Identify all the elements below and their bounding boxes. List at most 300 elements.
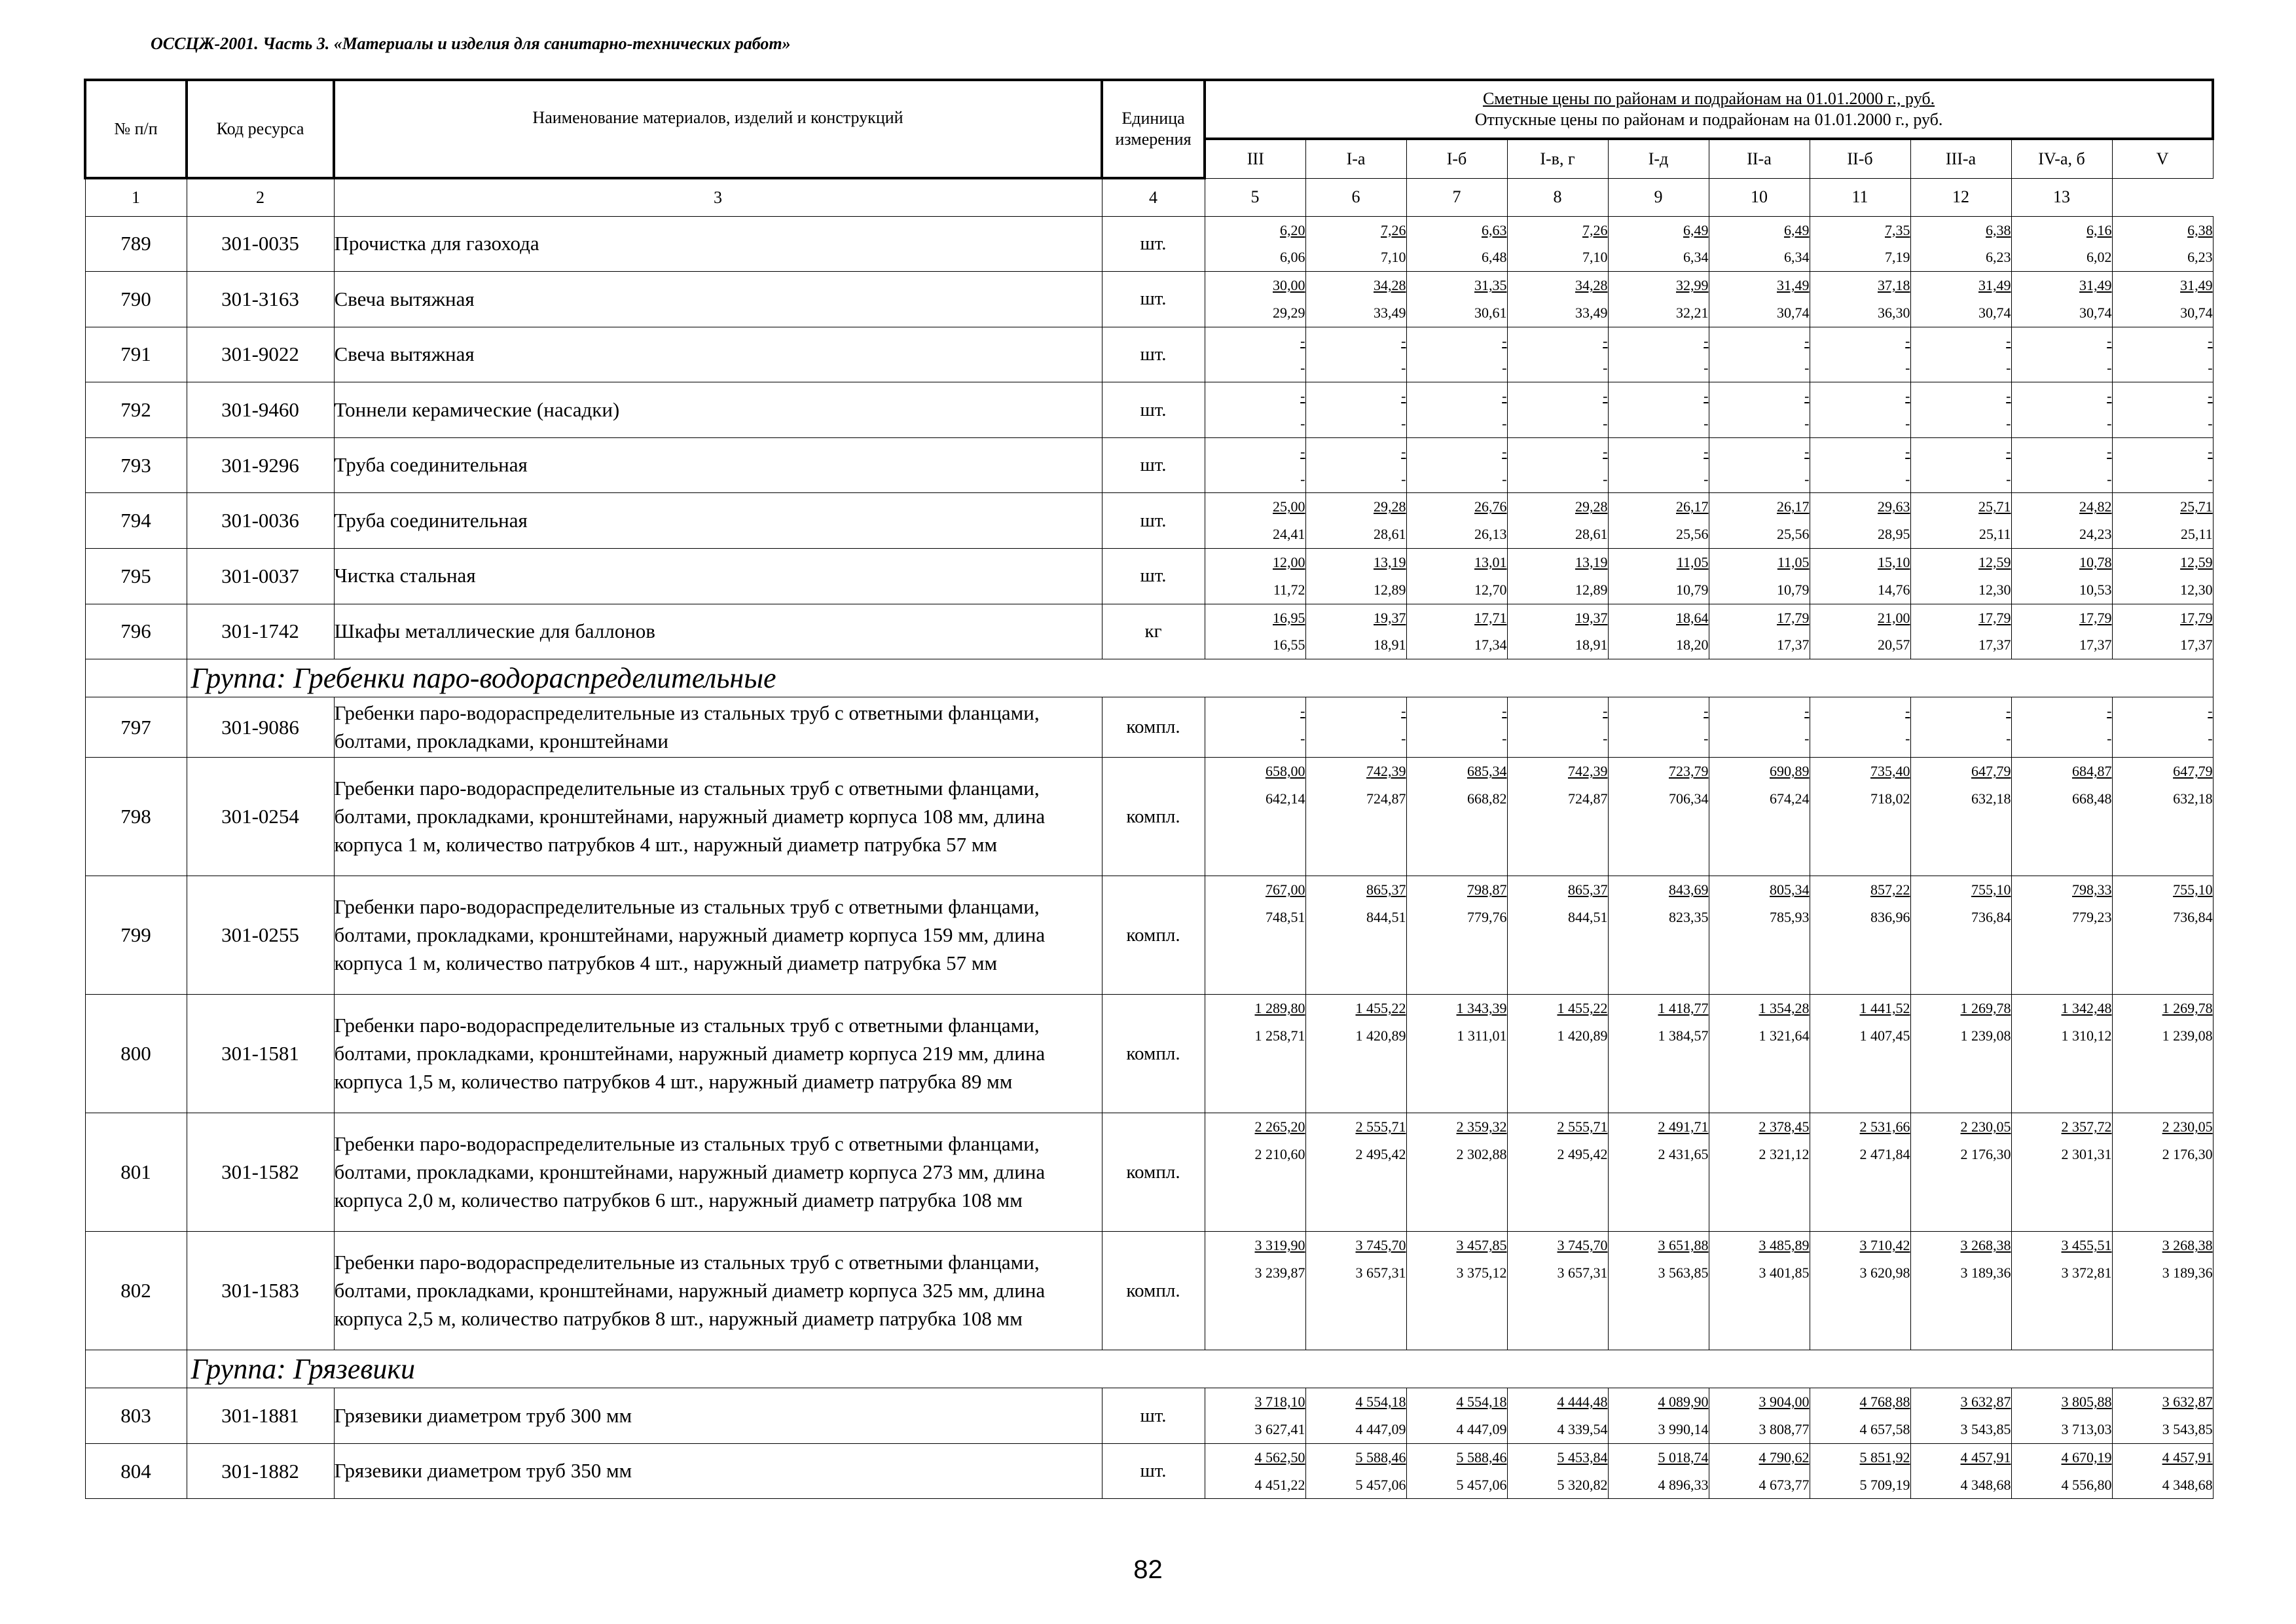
estimate-price: 767,00 [1266,881,1305,898]
price-cell [1608,1388,1709,1444]
price-cell [1709,1113,1810,1232]
release-price: - [2006,360,2011,377]
resource-code: 301-1582 [187,1113,334,1232]
group-title: Группа: Грязевики [187,1350,2213,1388]
unit-of-measure: компл. [1102,876,1205,995]
price-cell [1910,437,2011,493]
price-cell [2112,272,2213,327]
region-header: I-а [1305,139,1406,178]
price-cell [1305,382,1406,438]
unit-of-measure: компл. [1102,995,1205,1113]
price-cell [1910,216,2011,272]
estimate-price: 1 354,28 [1758,1000,1810,1017]
price-cell [2011,1443,2112,1499]
resource-code: 301-1742 [187,604,334,659]
release-price: - [1300,360,1305,377]
estimate-price: 13,19 [1374,554,1406,571]
region-header: V [2112,139,2213,178]
material-name: Прочистка для газохода [334,216,1102,272]
release-price: 5 320,82 [1557,1476,1608,1493]
release-price: 5 709,19 [1859,1476,1910,1493]
price-cell [1910,604,2011,659]
row-number: 790 [85,272,187,327]
estimate-price: - [1804,332,1810,349]
price-cell [2011,327,2112,382]
price-cell [1205,327,1305,382]
estimate-price: 4 768,88 [1859,1393,1910,1411]
estimate-price: 17,79 [1978,609,2011,626]
estimate-price: 11,05 [1676,554,1709,571]
release-price: 2 301,31 [2061,1146,2112,1163]
page-number: 82 [1133,1555,1163,1584]
release-price: - [1502,415,1507,432]
price-cell [2011,876,2112,995]
price-cell [2011,493,2112,549]
table-row [85,876,2213,995]
column-index: 6 [1305,178,1406,216]
estimate-price: 3 632,87 [1960,1393,2011,1411]
price-cell [1507,549,1608,604]
estimate-price: 2 531,66 [1859,1118,1910,1135]
row-number: 789 [85,216,187,272]
estimate-price: 30,00 [1273,277,1305,294]
estimate-price: 690,89 [1770,763,1810,780]
estimate-price: 805,34 [1770,881,1810,898]
release-price: 3 543,85 [1960,1421,2011,1438]
group-spacer [85,1350,187,1388]
price-cell [1608,995,1709,1113]
release-price: 3 627,41 [1254,1421,1305,1438]
price-cell [1910,1443,2011,1499]
estimate-price: 7,26 [1582,221,1608,238]
estimate-price: 684,87 [2072,763,2112,780]
price-cell [1507,876,1608,995]
group-row [85,659,2213,697]
estimate-price: 1 455,22 [1557,1000,1608,1017]
release-price: 29,29 [1273,304,1305,321]
release-price: - [1905,730,1910,747]
release-price: 3 239,87 [1254,1264,1305,1282]
price-cell [2112,382,2213,438]
release-price: 4 451,22 [1254,1476,1305,1493]
material-name: Свеча вытяжная [334,272,1102,327]
estimate-price: 4 457,91 [1960,1449,2011,1466]
release-price: 3 657,31 [1355,1264,1406,1282]
release-price: 1 420,89 [1355,1027,1406,1044]
estimate-price: - [1905,388,1910,405]
unit-of-measure: компл. [1102,758,1205,876]
estimate-price: 2 359,32 [1456,1118,1507,1135]
release-price: 3 543,85 [2162,1421,2213,1438]
region-header: I-д [1608,139,1709,178]
release-price: 3 372,81 [2061,1264,2112,1282]
price-cell [1406,697,1507,758]
estimate-price: 6,38 [2187,221,2213,238]
price-title-estimate: Сметные цены по районам и подрайонам на 01.01.2000 г., руб. [1482,88,1935,108]
release-price: - [1704,360,1709,377]
estimate-price: 7,35 [1885,221,1910,238]
estimate-price: 31,49 [2079,277,2112,294]
price-cell [1910,493,2011,549]
release-price: - [1704,730,1709,747]
release-price: 1 239,08 [1960,1027,2011,1044]
release-price: 779,76 [1467,909,1507,926]
price-cell [1205,493,1305,549]
unit-of-measure: шт. [1102,437,1205,493]
row-number: 803 [85,1388,187,1444]
price-cell [2112,697,2213,758]
region-header: II-а [1709,139,1810,178]
region-header: III-а [1910,139,2011,178]
release-price: 1 310,12 [2061,1027,2112,1044]
price-cell [1910,549,2011,604]
unit-of-measure: шт. [1102,272,1205,327]
estimate-price: 5 588,46 [1355,1449,1406,1466]
release-price: 2 210,60 [1254,1146,1305,1163]
price-cell [1810,327,1910,382]
estimate-price: 31,49 [2180,277,2213,294]
release-price: - [1300,470,1305,487]
price-cell [1205,604,1305,659]
estimate-price: 11,05 [1777,554,1810,571]
estimate-price: 26,76 [1474,498,1507,515]
price-cell [2112,995,2213,1113]
table-row [85,382,2213,438]
price-cell [1810,549,1910,604]
release-price: 4 339,54 [1557,1421,1608,1438]
price-cell [1305,758,1406,876]
estimate-price: 647,79 [2173,763,2213,780]
row-number: 792 [85,382,187,438]
release-price: 5 457,06 [1355,1476,1406,1493]
price-cell [2011,1232,2112,1350]
release-price: 33,49 [1374,304,1406,321]
estimate-price: 26,17 [1777,498,1810,515]
price-cell [1709,876,1810,995]
price-cell [1507,758,1608,876]
estimate-price: 4 670,19 [2061,1449,2112,1466]
estimate-price: 12,00 [1273,554,1305,571]
estimate-price: 755,10 [1971,881,2011,898]
release-price: 1 321,64 [1758,1027,1810,1044]
column-index: 8 [1507,178,1608,216]
release-price: 836,96 [1870,909,1910,926]
price-title-release: Отпускные цены по районам и подрайонам на 01.01.2000 г., руб. [1474,110,1943,129]
release-price: - [2006,415,2011,432]
price-cell [1507,1232,1608,1350]
resource-code: 301-0255 [187,876,334,995]
price-cell [1205,549,1305,604]
estimate-price: - [1300,332,1305,349]
release-price: 785,93 [1770,909,1810,926]
table-row [85,216,2213,272]
estimate-price: 4 554,18 [1355,1393,1406,1411]
release-price: 10,53 [2079,581,2112,598]
col-header-prices [1205,80,2213,139]
release-price: 12,89 [1575,581,1608,598]
release-price: 17,37 [2180,637,2213,654]
price-cell [1406,272,1507,327]
price-cell [1305,1443,1406,1499]
release-price: 3 657,31 [1557,1264,1608,1282]
release-price: 18,20 [1676,637,1709,654]
release-price: 28,95 [1878,526,1910,543]
release-price: 12,89 [1374,581,1406,598]
estimate-price: 3 805,88 [2061,1393,2112,1411]
price-cell [2011,1388,2112,1444]
price-cell [1709,216,1810,272]
estimate-price: - [2107,443,2112,460]
resource-code: 301-1881 [187,1388,334,1444]
release-price: - [1502,730,1507,747]
estimate-price: 2 265,20 [1254,1118,1305,1135]
material-name: Свеча вытяжная [334,327,1102,382]
release-price: - [1804,730,1810,747]
price-cell [1709,1232,1810,1350]
estimate-price: 10,78 [2079,554,2112,571]
price-cell [1910,272,2011,327]
estimate-price: 5 588,46 [1456,1449,1507,1466]
estimate-price: 19,37 [1374,609,1406,626]
column-index: 10 [1709,178,1810,216]
resource-code: 301-0037 [187,549,334,604]
release-price: 24,23 [2079,526,2112,543]
material-name: Чистка стальная [334,549,1102,604]
price-cell [1205,1113,1305,1232]
estimate-price: 2 491,71 [1658,1118,1709,1135]
release-price: - [2006,470,2011,487]
estimate-price: - [1603,443,1608,460]
price-cell [1709,549,1810,604]
estimate-price: 4 554,18 [1456,1393,1507,1411]
estimate-price: 4 457,91 [2162,1449,2213,1466]
column-index: 2 [187,178,334,216]
estimate-price: 3 485,89 [1758,1237,1810,1254]
estimate-price: - [1401,443,1406,460]
estimate-price: 12,59 [1978,554,2011,571]
release-price: 6,34 [1683,249,1709,266]
release-price: 2 495,42 [1355,1146,1406,1163]
price-cell [2011,995,2112,1113]
estimate-price: - [1300,388,1305,405]
release-price: - [1704,415,1709,432]
release-price: - [2208,415,2213,432]
estimate-price: - [1905,332,1910,349]
price-cell [2011,216,2112,272]
price-cell [1810,1232,1910,1350]
resource-code: 301-3163 [187,272,334,327]
release-price: 3 620,98 [1859,1264,1910,1282]
price-cell [1608,1113,1709,1232]
release-price: 7,19 [1885,249,1910,266]
release-price: - [2006,730,2011,747]
row-number: 791 [85,327,187,382]
estimate-price: - [1704,443,1709,460]
column-index: 5 [1205,178,1305,216]
column-index: 7 [1406,178,1507,216]
resource-code: 301-1882 [187,1443,334,1499]
release-price: 18,91 [1374,637,1406,654]
price-cell [1406,1232,1507,1350]
estimate-price: - [1704,388,1709,405]
estimate-price: 3 632,87 [2162,1393,2213,1411]
release-price: 779,23 [2072,909,2112,926]
estimate-price: 1 269,78 [1960,1000,2011,1017]
release-price: - [1401,730,1406,747]
price-cell [1810,216,1910,272]
estimate-price: 18,64 [1676,609,1709,626]
price-cell [2112,604,2213,659]
release-price: 6,23 [1986,249,2011,266]
price-cell [1608,327,1709,382]
price-cell [1507,1113,1608,1232]
price-cell [2011,437,2112,493]
unit-of-measure: компл. [1102,1232,1205,1350]
price-cell [1406,604,1507,659]
price-cell [1608,758,1709,876]
estimate-price: 2 230,05 [1960,1118,2011,1135]
table-row [85,437,2213,493]
price-cell [1910,758,2011,876]
material-name: Труба соединительная [334,437,1102,493]
estimate-price: - [1905,703,1910,720]
unit-of-measure: компл. [1102,1113,1205,1232]
row-number: 796 [85,604,187,659]
estimate-price: 1 455,22 [1355,1000,1406,1017]
estimate-price: 5 453,84 [1557,1449,1608,1466]
price-cell [1709,272,1810,327]
price-cell [1810,272,1910,327]
estimate-price: - [1502,388,1507,405]
price-cell [1507,493,1608,549]
estimate-price: 1 418,77 [1658,1000,1709,1017]
price-cell [1608,604,1709,659]
release-price: 17,37 [2079,637,2112,654]
column-index: 13 [2011,178,2112,216]
release-price: 6,23 [2187,249,2213,266]
release-price: - [1502,470,1507,487]
estimate-price: - [1603,703,1608,720]
price-cell [1205,437,1305,493]
estimate-price: 3 651,88 [1658,1237,1709,1254]
release-price: 844,51 [1568,909,1608,926]
estimate-price: - [2208,332,2213,349]
estimate-price: 4 562,50 [1254,1449,1305,1466]
price-cell [1406,876,1507,995]
estimate-price: 685,34 [1467,763,1507,780]
release-price: - [2208,360,2213,377]
estimate-price: 17,79 [1777,609,1810,626]
table-row [85,1113,2213,1232]
release-price: 10,79 [1676,581,1709,598]
estimate-price: - [1905,443,1910,460]
release-price: - [2208,730,2213,747]
price-cell [2112,1443,2213,1499]
estimate-price: 5 018,74 [1658,1449,1709,1466]
table-row [85,493,2213,549]
release-price: 4 447,09 [1355,1421,1406,1438]
release-price: 823,35 [1669,909,1709,926]
release-price: - [1905,470,1910,487]
price-cell [2112,1232,2213,1350]
estimate-price: 25,00 [1273,498,1305,515]
estimate-price: - [2006,703,2011,720]
price-cell [2112,758,2213,876]
release-price: 4 447,09 [1456,1421,1507,1438]
release-price: 736,84 [1971,909,2011,926]
region-header: IV-а, б [2011,139,2112,178]
estimate-price: 5 851,92 [1859,1449,1910,1466]
estimate-price: 1 289,80 [1254,1000,1305,1017]
release-price: 706,34 [1669,790,1709,807]
row-number: 801 [85,1113,187,1232]
estimate-price: - [1603,388,1608,405]
price-cell [1406,995,1507,1113]
price-cell [1709,382,1810,438]
estimate-price: 7,26 [1381,221,1406,238]
release-price: 3 189,36 [2162,1264,2213,1282]
table-row [85,1232,2213,1350]
price-cell [1406,382,1507,438]
estimate-price: - [2006,388,2011,405]
release-price: 2 495,42 [1557,1146,1608,1163]
material-name: Гребенки паро-водораспределительные из стальных труб с ответными фланцами, болтами, прокладками, кронштейнами, наружный диаметр корпуса 325 мм, длина корпуса 2,5 м, количество патрубков 8 шт., наружный диаметр патрубка 108 мм [334,1232,1102,1350]
release-price: 17,34 [1474,637,1507,654]
estimate-price: 2 555,71 [1557,1118,1608,1135]
price-cell [1507,327,1608,382]
group-row [85,1350,2213,1388]
estimate-price: - [2107,388,2112,405]
estimate-price: 1 441,52 [1859,1000,1910,1017]
price-cell [1205,382,1305,438]
col-header-num: № п/п [85,80,187,178]
estimate-price: 3 745,70 [1355,1237,1406,1254]
price-cell [1305,549,1406,604]
release-price: 30,61 [1474,304,1507,321]
release-price: - [2208,470,2213,487]
estimate-price: 6,16 [2086,221,2112,238]
release-price: 30,74 [2180,304,2213,321]
release-price: 32,21 [1676,304,1709,321]
price-cell [2112,216,2213,272]
estimate-price: 6,63 [1482,221,1507,238]
material-name: Грязевики диаметром труб 300 мм [334,1388,1102,1444]
release-price: 4 556,80 [2061,1476,2112,1493]
estimate-price: - [1300,443,1305,460]
price-cell [1507,995,1608,1113]
estimate-price: 2 230,05 [2162,1118,2213,1135]
release-price: - [1502,360,1507,377]
estimate-price: 25,71 [2180,498,2213,515]
price-cell [1205,758,1305,876]
release-price: 25,56 [1676,526,1709,543]
price-cell [1305,697,1406,758]
release-price: 642,14 [1266,790,1305,807]
release-price: 3 563,85 [1658,1264,1709,1282]
row-number: 800 [85,995,187,1113]
release-price: 12,30 [2180,581,2213,598]
price-cell [1305,437,1406,493]
estimate-price: 37,18 [1878,277,1910,294]
release-price: 7,10 [1381,249,1406,266]
resource-code: 301-9296 [187,437,334,493]
row-number: 797 [85,697,187,758]
release-price: 28,61 [1575,526,1608,543]
price-cell [1608,876,1709,995]
region-header: III [1205,139,1305,178]
table-row [85,604,2213,659]
estimate-price: 6,38 [1986,221,2011,238]
